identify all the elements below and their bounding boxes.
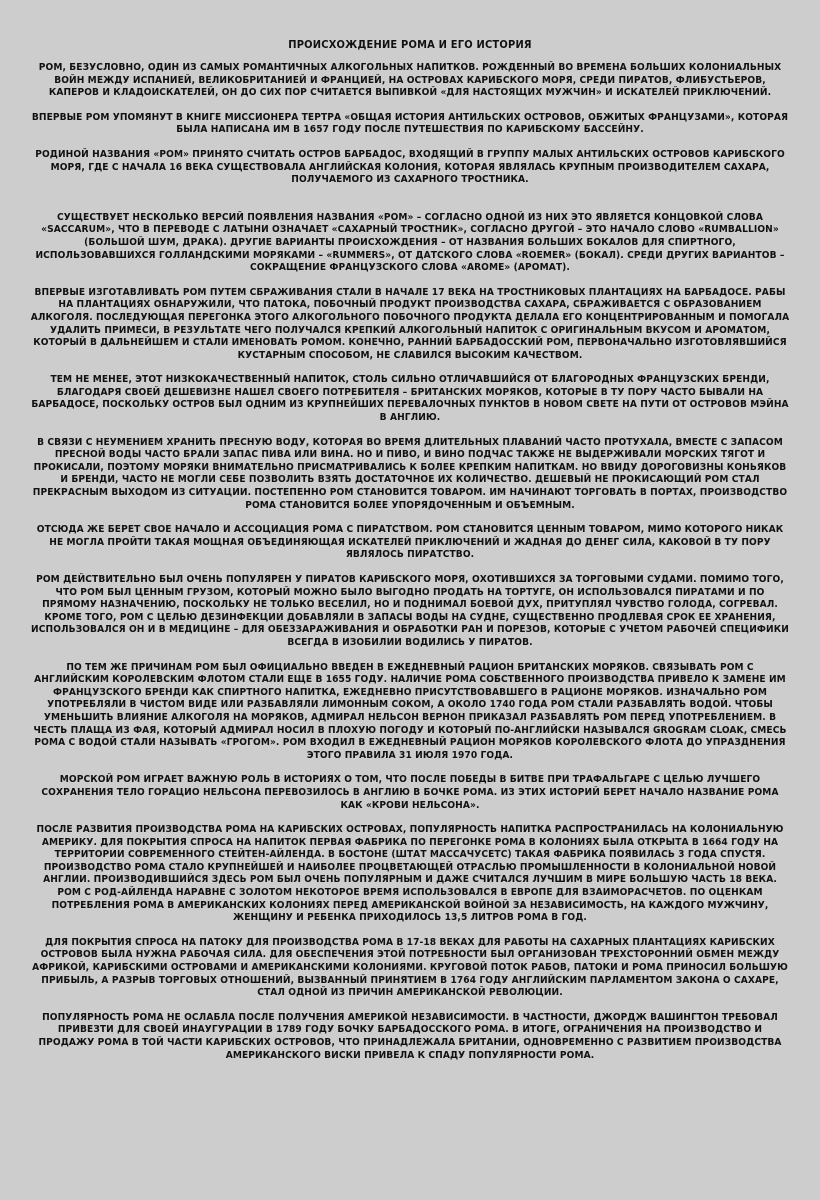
paragraph-name-versions: СУЩЕСТВУЕТ НЕСКОЛЬКО ВЕРСИЙ ПОЯВЛЕНИЯ НАЗВАНИЯ «РОМ» – СОГЛАСНО ОДНОЙ ИЗ НИХ ЭТО ЯВЛЯЕТСЯ КОНЦОВКОЙ СЛОВА «SACCARUM», ЧТО В ПЕРЕВОДЕ С ЛАТЫНИ ОЗНАЧАЕТ «САХАРНЫЙ ТРОСТНИК», СОГЛАСНО ДРУГОЙ – ЭТО НАЧАЛО СЛОВО «RUMBALLION» (БОЛЬШОЙ ШУМ, ДРАКА). ДРУГИЕ ВАРИАНТЫ ПРОИСХОЖДЕНИЯ – ОТ НАЗВАНИЯ БОЛЬШИХ БОКАЛОВ ДЛЯ СПИРТНОГО, ИСПОЛЬЗОВАВШИХСЯ ГОЛЛАНДСКИМИ МОРЯКАМИ – «RUMMERS», ОТ ДАТСКОГО СЛОВА «ROEMER» (БОКАЛ). СРЕДИ ДРУГИХ ВАРИАНТОВ – СОКРАЩЕНИЕ ФРАНЦУЗСКОГО СЛОВА «AROME» (АРОМАТ). xyxy=(35,211,785,274)
paragraph-nelson-blood: МОРСКОЙ РОМ ИГРАЕТ ВАЖНУЮ РОЛЬ В ИСТОРИЯХ О ТОМ, ЧТО ПОСЛЕ ПОБЕДЫ В БИТВЕ ПРИ ТРАФАЛЬГАРЕ С ЦЕЛЬЮ ЛУЧШЕГО СОХРАНЕНИЯ ТЕЛО ГОРАЦИО НЕЛЬСОНА ПЕРЕВОЗИЛОСЬ В АНГЛИЮ В БОЧКЕ РОМА. ИЗ ЭТИХ ИСТОРИЙ БЕРЕТ НАЧАЛО НАЗВАНИЕ РОМА КАК «КРОВИ НЕЛЬСОНА». xyxy=(41,774,779,811)
paragraph-first-mention: ВПЕРВЫЕ РОМ УПОМЯНУТ В КНИГЕ МИССИОНЕРА ТЕРТРА «ОБЩАЯ ИСТОРИЯ АНТИЛЬСКИХ ОСТРОВОВ, ОБЖИТЫХ ФРАНЦУЗАМИ», КОТОРАЯ БЫЛА НАПИСАНА ИМ В 1657 ГОДУ ПОСЛЕ ПУТЕШЕСТВИЯ ПО КАРИБСКОМУ БАССЕЙНУ. xyxy=(31,111,789,136)
paragraph-name-origin: РОДИНОЙ НАЗВАНИЯ «РОМ» ПРИНЯТО СЧИТАТЬ ОСТРОВ БАРБАДОС, ВХОДЯЩИЙ В ГРУППУ МАЛЫХ АНТИЛЬСКИХ ОСТРОВОВ КАРИБСКОГО МОРЯ, ГДЕ С НАЧАЛА 16 ВЕКА СУЩЕСТВОВАЛА АНГЛИЙСКАЯ КОЛОНИЯ, КОТОРАЯ ЯВЛЯЛАСЬ КРУПНЫМ ПРОИЗВОДИТЕЛЕМ САХАРА, ПОЛУЧАЕМОГО ИЗ САХАРНОГО ТРОСТНИКА. xyxy=(35,148,785,186)
paragraph-pirates: РОМ ДЕЙСТВИТЕЛЬНО БЫЛ ОЧЕНЬ ПОПУЛЯРЕН У ПИРАТОВ КАРИБСКОГО МОРЯ, ОХОТИВШИХСЯ ЗА ТОРГОВЫМИ СУДАМИ. ПОМИМО ТОГО, ЧТО РОМ БЫЛ ЦЕННЫМ ГРУЗОМ, КОТОРЫЙ МОЖНО БЫЛО ВЫГОДНО ПРОДАТЬ НА ТОРТУГЕ, ОН ИСПОЛЬЗОВАЛСЯ ПИРАТАМИ И ПО ПРЯМОМУ НАЗНАЧЕНИЮ, ПОСКОЛЬКУ НЕ ТОЛЬКО ВЕСЕЛИЛ, НО И ПОДНИМАЛ БОЕВОЙ ДУХ, ПРИТУПЛЯЛ ЧУВСТВО ГОЛОДА, СОГРЕВАЛ. КРОМЕ ТОГО, РОМ С ЦЕЛЬЮ ДЕЗИНФЕКЦИИ ДОБАВЛЯЛИ В ЗАПАСЫ ВОДЫ НА СУДНЕ, СУЩЕСТВЕННО ПРОДЛЕВАЯ СРОК ЕЕ ХРАНЕНИЯ, ИСПОЛЬЗОВАЛСЯ ОН И В МЕДИЦИНЕ – ДЛЯ ОБЕЗЗАРАЖИВАНИЯ И ОБРАБОТКИ РАН И ПОРЕЗОВ, КОТОРЫЕ С УЧЕТОМ РАБОЧЕЙ СПЕЦИФИКИ ВСЕГДА В ИЗОБИЛИИ ВОДИЛИСЬ У ПИРАТОВ. xyxy=(31,574,789,648)
paragraph-piracy-association: ОТСЮДА ЖЕ БЕРЕТ СВОЕ НАЧАЛО И АССОЦИАЦИЯ РОМА С ПИРАТСТВОМ. РОМ СТАНОВИТСЯ ЦЕННЫМ ТОВАРОМ, МИМО КОТОРОГО НИКАК НЕ МОГЛА ПРОЙТИ ТАКАЯ МОЩНАЯ ОБЪЕДИНЯЮЩАЯ ИСКАТЕЛЕЙ ПРИКЛЮЧЕНИЙ И ЖАДНАЯ ДО ДЕНЕГ СИЛА, КАКОВОЙ В ТУ ПОРУ ЯВЛЯЛОСЬ ПИРАТСТВО. xyxy=(36,524,784,561)
document-title: ПРОИСХОЖДЕНИЕ РОМА И ЕГО ИСТОРИЯ xyxy=(288,38,532,51)
paragraph-triangular-trade: ДЛЯ ПОКРЫТИЯ СПРОСА НА ПАТОКУ ДЛЯ ПРОИЗВОДСТВА РОМА В 17-18 ВЕКАХ ДЛЯ РАБОТЫ НА САХАРНЫХ ПЛАНТАЦИЯХ КАРИБСКИХ ОСТРОВОВ БЫЛА НУЖНА РАБОЧАЯ СИЛА. ДЛЯ ОБЕСПЕЧЕНИЯ ЭТОЙ ПОТРЕБНОСТИ БЫЛ ОРГАНИЗОВАН ТРЕХСТОРОННИЙ ОБМЕН МЕЖДУ АФРИКОЙ, КАРИБСКИМИ ОСТРОВАМИ И АМЕРИКАНСКИМИ КОЛОНИЯМИ. КРУГОВОЙ ПОТОК РАБОВ, ПАТОКИ И РОМА ПРИНОСИЛ БОЛЬШУЮ ПРИБЫЛЬ, А РАЗРЫВ ТОРГОВЫХ ОТНОШЕНИЙ, ВЫЗВАННЫЙ ПРИНЯТИЕМ В 1764 ГОДУ АНГЛИЙСКИМ ПАРЛАМЕНТОМ ЗАКОНА О САХАРЕ, СТАЛ ОДНОЙ ИЗ ПРИЧИН АМЕРИКАНСКОЙ РЕВОЛЮЦИИ. xyxy=(32,936,788,999)
paragraph-colonial-america: ПОСЛЕ РАЗВИТИЯ ПРОИЗВОДСТВА РОМА НА КАРИБСКИХ ОСТРОВАХ, ПОПУЛЯРНОСТЬ НАПИТКА РАСПРОСТРАНИЛАСЬ НА КОЛОНИАЛЬНУЮ АМЕРИКУ. ДЛЯ ПОКРЫТИЯ СПРОСА НА НАПИТОК ПЕРВАЯ ФАБРИКА ПО ПЕРЕГОНКЕ РОМА В КОЛОНИЯХ БЫЛА ОТКРЫТА В 1664 ГОДУ НА ТЕРРИТОРИИ СОВРЕМЕННОГО СТЕЙТЕН-АЙЛЕНДА. В БОСТОНЕ (ШТАТ МАССАЧУСЕТС) ТАКАЯ ФАБРИКА ПОЯВИЛАСЬ 3 ГОДА СПУСТЯ. ПРОИЗВОДСТВО РОМА СТАЛО КРУПНЕЙШЕЙ И НАИБОЛЕЕ ПРОЦВЕТАЮЩЕЙ ОТРАСЛЬЮ ПРОМЫШЛЕННОСТИ В КОЛОНИАЛЬНОЙ НОВОЙ АНГЛИИ. ПРОИЗВОДИВШИЙСЯ ЗДЕСЬ РОМ БЫЛ ОЧЕНЬ ПОПУЛЯРНЫМ И ДАЖЕ СЧИТАЛСЯ ЛУЧШИМ В МИРЕ БОЛЬШУЮ ЧАСТЬ 18 ВЕКА. РОМ С РОД-АЙЛЕНДА НАРАВНЕ С ЗОЛОТОМ НЕКОТОРОЕ ВРЕМЯ ИСПОЛЬЗОВАЛСЯ В ЕВРОПЕ ДЛЯ ВЗАИМОРАСЧЕТОВ. ПО ОЦЕНКАМ ПОТРЕБЛЕНИЯ РОМА В АМЕРИКАНСКИХ КОЛОНИЯХ ПЕРЕД АМЕРИКАНСКОЙ ВОЙНОЙ ЗА НЕЗАВИСИМОСТЬ, НА КАЖДОГО МУЖЧИНУ, ЖЕНЩИНУ И РЕБЕНКА ПРИХОДИЛОСЬ 13,5 ЛИТРОВ РОМА В ГОД. xyxy=(36,824,784,924)
paragraph-intro: РОМ, БЕЗУСЛОВНО, ОДИН ИЗ САМЫХ РОМАНТИЧНЫХ АЛКОГОЛЬНЫХ НАПИТКОВ. РОЖДЕННЫЙ ВО ВРЕМЕНА БОЛЬШИХ КОЛОНИАЛЬНЫХ ВОЙН МЕЖДУ ИСПАНИЕЙ, ВЕЛИКОБРИТАНИЕЙ И ФРАНЦИЕЙ, НА ОСТРОВАХ КАРИБСКОГО МОРЯ, СРЕДИ ПИРАТОВ, ФЛИБУСТЬЕРОВ, КАПЕРОВ И КЛАДОИСКАТЕЛЕЙ, ОН ДО СИХ ПОР СЧИТАЕТСЯ ВЫПИВКОЙ «ДЛЯ НАСТОЯЩИХ МУЖЧИН» И ИСКАТЕЛЕЙ ПРИКЛЮЧЕНИЙ. xyxy=(38,62,782,99)
paragraph-fresh-water: В СВЯЗИ С НЕУМЕНИЕМ ХРАНИТЬ ПРЕСНУЮ ВОДУ, КОТОРАЯ ВО ВРЕМЯ ДЛИТЕЛЬНЫХ ПЛАВАНИЙ ЧАСТО ПРОТУХАЛА, ВМЕСТЕ С ЗАПАСОМ ПРЕСНОЙ ВОДЫ ЧАСТО БРАЛИ ЗАПАС ПИВА ИЛИ ВИНА. НО И ПИВО, И ВИНО ПОДЧАС ТАКЖЕ НЕ ВЫДЕРЖИВАЛИ МОРСКИХ ТЯГОТ И ПРОКИСАЛИ, ПОЭТОМУ МОРЯКИ ВНИМАТЕЛЬНО ПРИСМАТРИВАЛИСЬ К БОЛЕЕ КРЕПКИМ НАПИТКАМ. НО ВВИДУ ДОРОГОВИЗНЫ КОНЬЯКОВ И БРЕНДИ, ЧАСТО НЕ МОГЛИ СЕБЕ ПОЗВОЛИТЬ ВЗЯТЬ ДОСТАТОЧНОЕ ИХ КОЛИЧЕСТВО. ДЕШЕВЫЙ НЕ ПРОКИСАЮЩИЙ РОМ СТАЛ ПРЕКРАСНЫМ ВЫХОДОМ ИЗ СИТУАЦИИ. ПОСТЕПЕННО РОМ СТАНОВИТСЯ ТОВАРОМ. ИМ НАЧИНАЮТ ТОРГОВАТЬ В ПОРТАХ, ПРОИЗВОДСТВО РОМА СТАНОВИТСЯ БОЛЕЕ УПОРЯДОЧЕННЫМ И ОБЪЕМНЫМ. xyxy=(32,436,788,511)
paragraph-royal-navy: ПО ТЕМ ЖЕ ПРИЧИНАМ РОМ БЫЛ ОФИЦИАЛЬНО ВВЕДЕН В ЕЖЕДНЕВНЫЙ РАЦИОН БРИТАНСКИХ МОРЯКОВ. СВЯЗЫВАТЬ РОМ С АНГЛИЙСКИМ КОРОЛЕВСКИМ ФЛОТОМ СТАЛИ ЕЩЕ В 1655 ГОДУ. НАЛИЧИЕ РОМА СОБСТВЕННОГО ПРОИЗВОДСТВА ПРИВЕЛО К ЗАМЕНЕ ИМ ФРАНЦУЗСКОГО БРЕНДИ КАК СПИРТНОГО НАПИТКА, ЕЖЕДНЕВНО ПРИСУТСТВОВАВШЕГО В РАЦИОНЕ МОРЯКОВ. ИЗНАЧАЛЬНО РОМ УПОТРЕБЛЯЛИ В ЧИСТОМ ВИДЕ ИЛИ РАЗБАВЛЯЛИ ЛИМОННЫМ СОКОМ, А ОКОЛО 1740 ГОДА РОМ СТАЛИ РАЗБАВЛЯТЬ ВОДОЙ. ЧТОБЫ УМЕНЬШИТЬ ВЛИЯНИЕ АЛКОГОЛЯ НА МОРЯКОВ, АДМИРАЛ НЕЛЬСОН ВЕРНОН ПРИКАЗАЛ РАЗБАВЛЯТЬ РОМ ПЕРЕД УПОТРЕБЛЕНИЕМ. В ЧЕСТЬ ПЛАЩА ИЗ ФАЯ, КОТОРЫЙ АДМИРАЛ НОСИЛ В ПЛОХУЮ ПОГОДУ И КОТОРЫЙ ПО-АНГЛИЙСКИ НАЗЫВАЛСЯ GROGRAM CLOAK, СМЕСЬ РОМА С ВОДОЙ СТАЛИ НАЗЫВАТЬ «ГРОГОМ». РОМ ВХОДИЛ В ЕЖЕДНЕВНЫЙ РАЦИОН МОРЯКОВ КОРОЛЕВСКОГО ФЛОТА ДО УПРАЗДНЕНИЯ ЭТОГО ПРАВИЛА 31 ИЮЛЯ 1970 ГОДА. xyxy=(33,661,787,761)
paragraph-after-independence: ПОПУЛЯРНОСТЬ РОМА НЕ ОСЛАБЛА ПОСЛЕ ПОЛУЧЕНИЯ АМЕРИКОЙ НЕЗАВИСИМОСТИ. В ЧАСТНОСТИ, ДЖОРДЖ ВАШИНГТОН ТРЕБОВАЛ ПРИВЕЗТИ ДЛЯ СВОЕЙ ИНАУГУРАЦИИ В 1789 ГОДУ БОЧКУ БАРБАДОССКОГО РОМА. В ИТОГЕ, ОГРАНИЧЕНИЯ НА ПРОИЗВОДСТВО И ПРОДАЖУ РОМА В ТОЙ ЧАСТИ КАРИБСКИХ ОСТРОВОВ, ЧТО ПРИНАДЛЕЖАЛА БРИТАНИИ, ОДНОВРЕМЕННО С РАЗВИТИЕМ ПРОИЗВОДСТВА АМЕРИКАНСКОГО ВИСКИ ПРИВЕЛА К СПАДУ ПОПУЛЯРНОСТИ РОМА. xyxy=(38,1011,782,1061)
paragraph-british-sailors: ТЕМ НЕ МЕНЕЕ, ЭТОТ НИЗКОКАЧЕСТВЕННЫЙ НАПИТОК, СТОЛЬ СИЛЬНО ОТЛИЧАВШИЙСЯ ОТ БЛАГОРОДНЫХ ФРАНЦУЗСКИХ БРЕНДИ, БЛАГОДАРЯ СВОЕЙ ДЕШЕВИЗНЕ НАШЕЛ СВОЕГО ПОТРЕБИТЕЛЯ – БРИТАНСКИХ МОРЯКОВ, КОТОРЫЕ В ТУ ПОРУ ЧАСТО БЫВАЛИ НА БАРБАДОСЕ, ПОСКОЛЬКУ ОСТРОВ БЫЛ ОДНИМ ИЗ КРУПНЕЙШИХ ПЕРЕВАЛОЧНЫХ ПУНКТОВ В НОВОМ СВЕТЕ НА ПУТИ ОТ ОСТРОВОВ МЭЙНА В АНГЛИЮ. xyxy=(31,374,789,424)
paragraph-first-production: ВПЕРВЫЕ ИЗГОТАВЛИВАТЬ РОМ ПУТЕМ СБРАЖИВАНИЯ СТАЛИ В НАЧАЛЕ 17 ВЕКА НА ТРОСТНИКОВЫХ ПЛАНТАЦИЯХ НА БАРБАДОСЕ. РАБЫ НА ПЛАНТАЦИЯХ ОБНАРУЖИЛИ, ЧТО ПАТОКА, ПОБОЧНЫЙ ПРОДУКТ ПРОИЗВОДСТВА САХАРА, СБРАЖИВАЕТСЯ С ОБРАЗОВАНИЕМ АЛКОГОЛЯ. ПОСЛЕДУЮЩАЯ ПЕРЕГОНКА ЭТОГО АЛКОГОЛЬНОГО ПОБОЧНОГО ПРОДУКТА ДЕЛАЛА ЕГО КОНЦЕНТРИРОВАННЫМ И ПОМОГАЛА УДАЛИТЬ ПРИМЕСИ, В РЕЗУЛЬТАТЕ ЧЕГО ПОЛУЧАЛСЯ КРЕПКИЙ АЛКОГОЛЬНЫЙ НАПИТОК С ОРИГИНАЛЬНЫМ ВКУСОМ И АРОМАТОМ, КОТОРЫЙ В ДАЛЬНЕЙШЕМ И СТАЛИ ИМЕНОВАТЬ РОМОМ. КОНЕЧНО, РАННИЙ БАРБАДОССКИЙ РОМ, ПЕРВОНАЧАЛЬНО ИЗГОТОВЛЯВШИЙСЯ КУСТАРНЫМ СПОСОБОМ, НЕ СЛАВИЛСЯ ВЫСОКИМ КАЧЕСТВОМ. xyxy=(30,286,790,361)
